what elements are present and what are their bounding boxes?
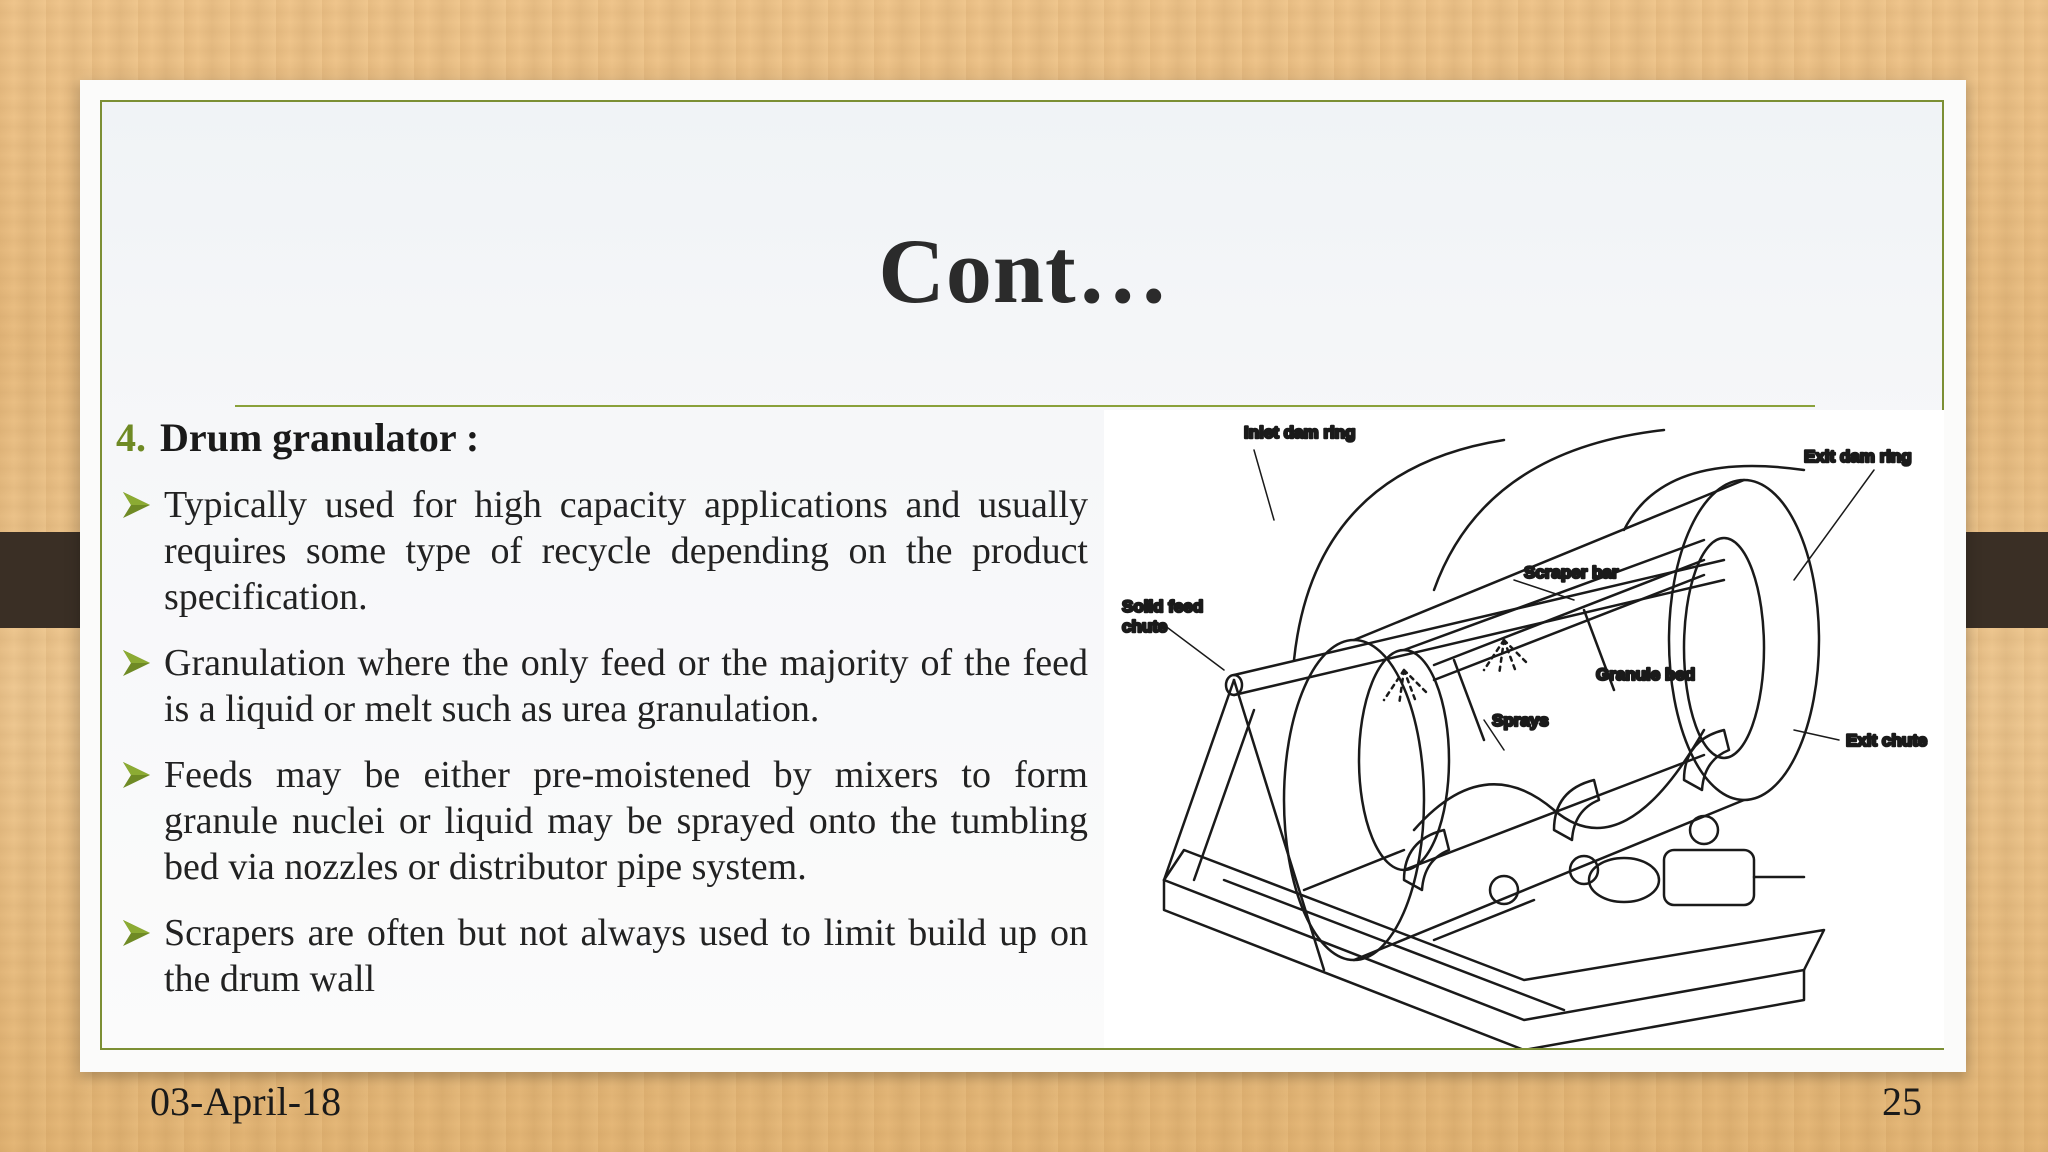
title-divider: [235, 405, 1815, 407]
footer-date: 03-April-18: [150, 1079, 342, 1124]
label-sprays: Sprays: [1492, 711, 1549, 730]
section-heading-text: Drum granulator :: [160, 415, 480, 460]
arrow-bullet-icon: [120, 758, 154, 792]
bullet-item: [116, 482, 1088, 620]
bullet-item: [116, 752, 1088, 890]
label-exit-chute: Exit chute: [1846, 731, 1928, 750]
bullet-text: Typically used for high capacity applications and usually requires some type of recycle depending on the product specification.: [164, 484, 1088, 618]
label-exit-dam-ring: Exit dam ring: [1804, 447, 1912, 466]
arrow-bullet-icon: [120, 916, 154, 950]
label-solid-feed-chute: chute: [1122, 617, 1168, 636]
bullet-list: [116, 482, 1088, 1022]
label-solid-feed: Solid feed: [1122, 597, 1204, 616]
bullet-item: [116, 640, 1088, 732]
label-scraper-bar: Scraper bar: [1524, 563, 1619, 582]
label-granule-bed: Granule bed: [1596, 665, 1696, 684]
bullet-item: [116, 910, 1088, 1002]
drum-granulator-diagram: [1104, 410, 1944, 1048]
slide-title: Cont…: [878, 220, 1170, 322]
bullet-text: Scrapers are often but not always used to limit build up on the drum wall: [164, 912, 1088, 1000]
section-number: 4.: [116, 415, 146, 460]
drum-granulator-drawing: [1104, 410, 1944, 1048]
arrow-bullet-icon: [120, 488, 154, 522]
section-heading: [116, 414, 479, 461]
page-number: 25: [1882, 1079, 1922, 1124]
arrow-bullet-icon: [120, 646, 154, 680]
label-inlet-dam-ring: Inlet dam ring: [1244, 423, 1356, 442]
bullet-text: Feeds may be either pre-moistened by mixers to form granule nuclei or liquid may be sprayed onto the tumbling bed via nozzles or distributor pipe system.: [164, 754, 1088, 888]
bullet-text: Granulation where the only feed or the majority of the feed is a liquid or melt such as urea granulation.: [164, 642, 1088, 730]
